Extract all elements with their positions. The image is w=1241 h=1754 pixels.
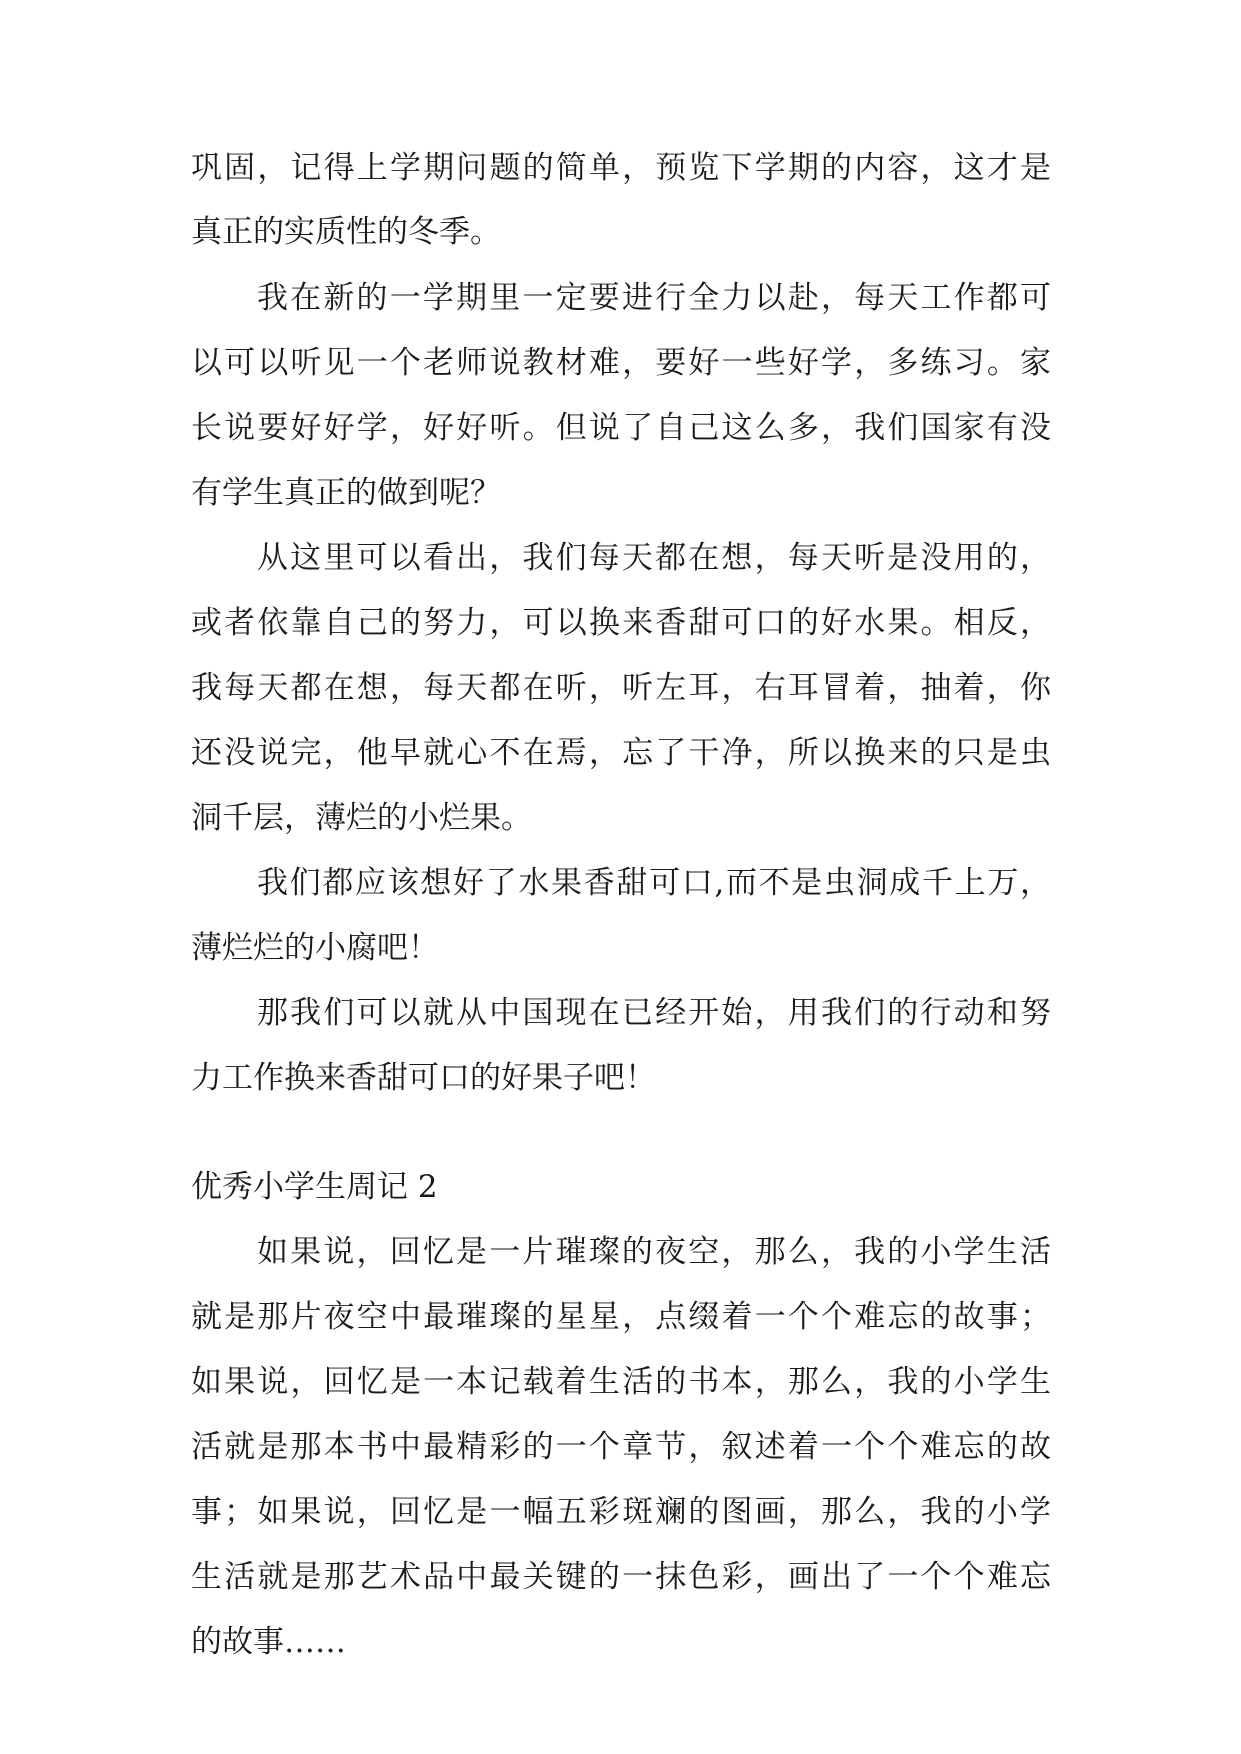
- text-line: 那我们可以就从中国现在已经开始，用我们的行动和努: [257, 995, 1051, 1031]
- text-line: 生活就是那艺术品中最关键的一抹色彩，画出了一个个难忘: [191, 1559, 1051, 1595]
- text-line: 巩固，记得上学期问题的简单，预览下学期的内容，这才是: [191, 150, 1051, 186]
- text-line: 我在新的一学期里一定要进行全力以赴，每天工作都可: [257, 280, 1051, 316]
- text-line: 事；如果说，回忆是一幅五彩斑斓的图画，那么，我的小学: [191, 1494, 1051, 1530]
- text-line: 的故事……: [191, 1624, 346, 1660]
- text-line: 我每天都在想，每天都在听，听左耳，右耳冒着，抽着，你: [191, 670, 1051, 706]
- text-line: 洞千层，薄烂的小烂果。: [191, 800, 532, 836]
- text-line: 长说要好好学，好好听。但说了自己这么多，我们国家有没: [191, 410, 1051, 446]
- text-line: 活就是那本书中最精彩的一个章节，叙述着一个个难忘的故: [191, 1429, 1051, 1465]
- text-line: 有学生真正的做到呢？: [191, 475, 501, 511]
- text-line: 如果说，回忆是一本记载着生活的书本，那么，我的小学生: [191, 1364, 1051, 1400]
- text-line: 还没说完，他早就心不在焉，忘了干净，所以换来的只是虫: [191, 735, 1051, 771]
- section-title: 优秀小学生周记 2: [191, 1169, 438, 1205]
- text-line: 我们都应该想好了水果香甜可口,而不是虫洞成千上万，: [257, 865, 1051, 901]
- text-line: 或者依靠自己的努力，可以换来香甜可口的好水果。相反，: [191, 605, 1051, 641]
- text-line: 力工作换来香甜可口的好果子吧！: [191, 1060, 656, 1096]
- text-line: 真正的实质性的冬季。: [191, 214, 501, 250]
- text-line: 如果说，回忆是一片璀璨的夜空，那么，我的小学生活: [257, 1234, 1051, 1270]
- text-line: 从这里可以看出，我们每天都在想，每天听是没用的，: [257, 540, 1051, 576]
- text-line: 薄烂烂的小腐吧！: [191, 930, 439, 966]
- text-line: 以可以听见一个老师说教材难，要好一些好学，多练习。家: [191, 345, 1051, 381]
- text-line: 就是那片夜空中最璀璨的星星，点缀着一个个难忘的故事；: [191, 1299, 1051, 1335]
